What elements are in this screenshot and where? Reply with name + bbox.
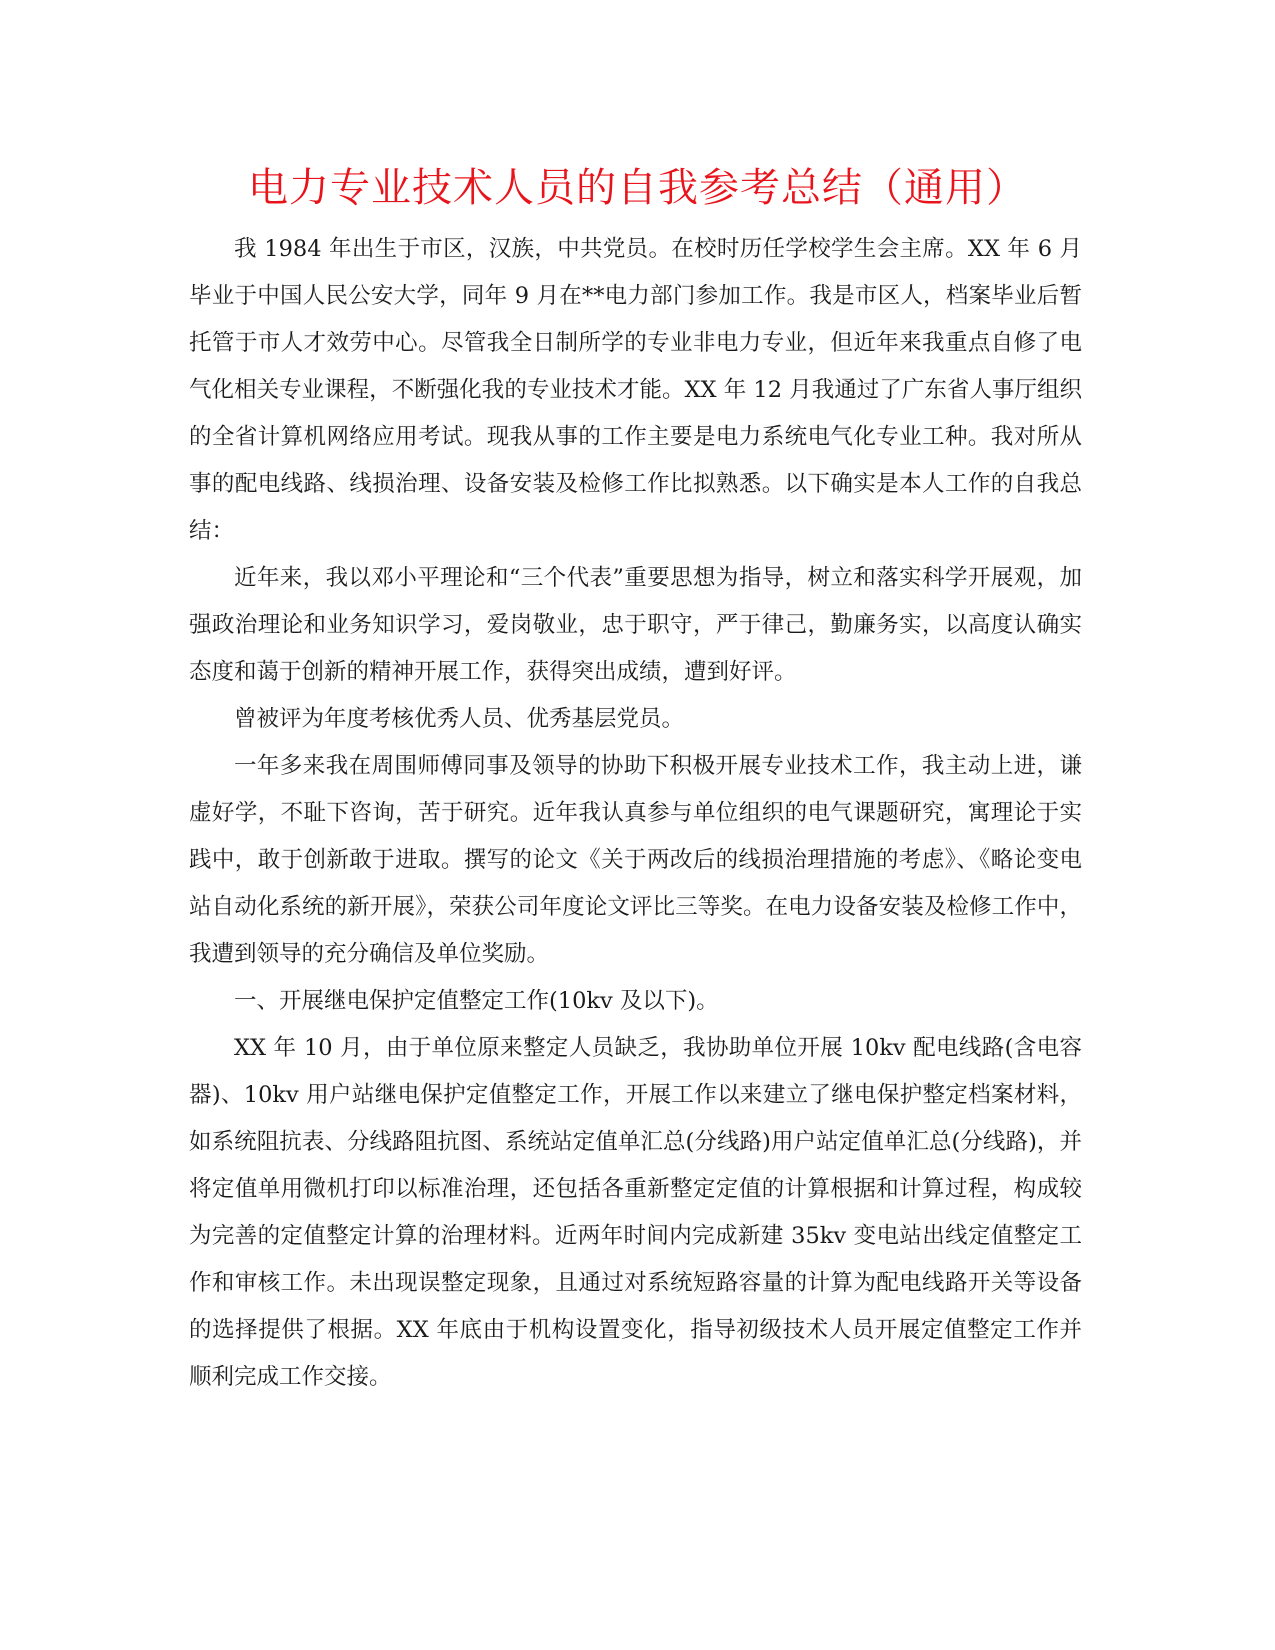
paragraph-honors: 曾被评为年度考核优秀人员、优秀基层党员。 — [234, 706, 685, 732]
paragraph-work-attitude: 近年来，我以邓小平理论和“三个代表”重要思想为指导，树立和落实科学开展观，加强政治理论和业务知识学习，爱岗敬业，忠于职守，严于律己，勤廉务实，以高度认确实态度和蔼于创新的精神开展工作，获得突出成绩，遭到好评。 — [189, 565, 1082, 685]
document-body — [189, 226, 1082, 1401]
document-title: 电力专业技术人员的自我参考总结（通用） — [248, 165, 1027, 211]
paragraph-technical-work: 一年多来我在周围师傅同事及领导的协助下积极开展专业技术工作，我主动上进，谦虚好学，不耻下咨询，苦于研究。近年我认真参与单位组织的电气课题研究，寓理论于实践中，敢于创新敢于进取。撰写的论文《关于两改后的线损治理措施的考虑》、《略论变电站自动化系统的新开展》，荣获公司年度论文评比三等奖。在电力设备安装及检修工作中，我遭到领导的充分确信及单位奖励。 — [189, 753, 1082, 967]
section-heading-relay-protection: 一、开展继电保护定值整定工作(10kv 及以下)。 — [234, 988, 719, 1014]
paragraph-personal-background: 我 1984 年出生于市区，汉族，中共党员。在校时历任学校学生会主席。XX 年 6 月毕业于中国人民公安大学，同年 9 月在**电力部门参加工作。我是市区人，档案毕业后暂托管于市人才效劳中心。尽管我全日制所学的专业非电力专业，但近年来我重点自修了电气化相关专业课程，不断强化我的专业技术才能。XX 年 12 月我通过了广东省人事厅组织的全省计算机网络应用考试。现我从事的工作主要是电力系统电气化专业工种。我对所从事的配电线路、线损治理、设备安装及检修工作比拟熟悉。以下确实是本人工作的自我总结： — [189, 236, 1082, 544]
paragraph-relay-protection-details: XX 年 10 月，由于单位原来整定人员缺乏，我协助单位开展 10kv 配电线路(含电容器)、10kv 用户站继电保护定值整定工作，开展工作以来建立了继电保护整定档案材料，如系统阻抗表、分线路阻抗图、系统站定值单汇总(分线路)用户站定值单汇总(分线路)，并将定值单用微机打印以标准治理，还包括各重新整定定值的计算根据和计算过程，构成较为完善的定值整定计算的治理材料。近两年时间内完成新建 35kv 变电站出线定值整定工作和审核工作。未出现误整定现象，且通过对系统短路容量的计算为配电线路开关等设备的选择提供了根据。XX 年底由于机构设置变化，指导初级技术人员开展定值整定工作并顺利完成工作交接。 — [189, 1035, 1082, 1390]
